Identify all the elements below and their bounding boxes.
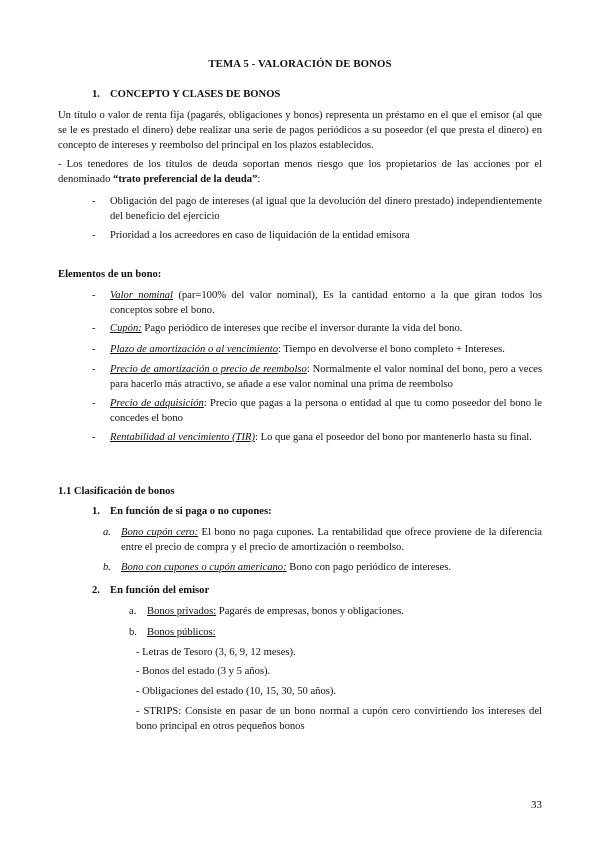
item-letter: b. [129, 627, 137, 638]
item-letter: b. [103, 562, 111, 573]
bond-type-term: Bono cupón cero: [121, 527, 199, 538]
holders-bold: “trato preferencial de la deuda” [113, 174, 258, 185]
element-desc: : Precio que pagas a la persona o entidad al que tu como poseedor del bono le concedes el bono [110, 398, 542, 424]
bond-type-desc: Bono con pago periódico de intereses. [286, 562, 452, 573]
list-dash: - [92, 398, 96, 409]
item-letter: a. [103, 527, 111, 538]
intro-paragraph: Un título o valor de renta fija (pagarés, obligaciones y bonos) representa un préstamo en el que el emisor (al que se le es prestado el dinero) debe realizar una serie de pagos periódicos a su poseedor (el que presta el dinero) en concepto de intereses y reembolso del principal en los plazos establecidos. [58, 110, 542, 151]
bond-type-desc: El bono no paga cupones. La rentabilidad que ofrece proviene de la diferencia entre el precio de compra y el precio de amortización o reembolso. [121, 527, 542, 553]
list-item: Obligación del pago de intereses (al igual que la devolución del dinero prestado) independientemente del beneficio del ejercicio [110, 196, 542, 222]
element-term: Valor nominal [110, 290, 173, 301]
element-item [110, 396, 542, 426]
holders-paragraph [58, 157, 542, 187]
element-item [110, 288, 542, 318]
issuer-term: Bonos privados: [147, 606, 217, 617]
bond-type-term: Bono con cupones o cupón americano: [121, 562, 287, 573]
element-item [110, 321, 542, 336]
list-dash: - [92, 196, 96, 207]
public-bond-item: - Letras de Tesoro (3, 6, 9, 12 meses). [136, 647, 296, 658]
public-bond-item: - Obligaciones del estado (10, 15, 30, 50 años). [136, 686, 337, 697]
element-term: Plazo de amortización o al vencimiento [110, 344, 278, 355]
elements-heading: Elementos de un bono: [58, 269, 162, 280]
element-desc: : Lo que gana el poseedor del bono por mantenerlo hasta su final. [255, 432, 532, 443]
group-2-number: 2. [92, 585, 100, 596]
element-term: Cupón: [110, 323, 142, 334]
item-letter: a. [129, 606, 137, 617]
section-1-1-heading: 1.1 Clasificación de bonos [58, 486, 175, 497]
issuer-item [147, 625, 216, 640]
page-title: TEMA 5 - VALORACIÓN DE BONOS [208, 58, 392, 70]
element-item [110, 430, 542, 445]
element-desc: : Tiempo en devolverse el bono completo + Intereses. [278, 344, 505, 355]
element-term: Precio de adquisición [110, 398, 204, 409]
group-2-heading: En función del emisor [110, 585, 210, 596]
element-desc: : Normalmente el valor nominal del bono, pero a veces para hacerlo más atractivo, se añade a ese valor nominal una prima de reembolso [110, 364, 542, 390]
list-dash: - [92, 344, 96, 355]
list-dash: - [92, 290, 96, 301]
list-item: Prioridad a los acreedores en caso de liquidación de la entidad emisora [110, 230, 410, 241]
element-desc: (par=100% del valor nominal), Es la cantidad entorno a la que giran todos los conceptos sobre el bono. [110, 290, 542, 316]
section-1-heading: CONCEPTO Y CLASES DE BONOS [110, 89, 281, 100]
list-dash: - [92, 432, 96, 443]
issuer-item [147, 604, 542, 619]
element-term: Precio de amortización o precio de reembolso [110, 364, 307, 375]
element-term: Rentabilidad al vencimiento (TIR) [110, 432, 256, 443]
section-1-number: 1. [92, 89, 100, 100]
bond-type-item [121, 560, 542, 575]
holders-tail: : [257, 174, 261, 185]
list-dash: - [92, 230, 96, 241]
page-number: 33 [531, 799, 542, 811]
element-desc: Pago periódico de intereses que recibe el inversor durante la vida del bono. [141, 323, 463, 334]
issuer-term: Bonos públicos: [147, 627, 216, 638]
element-item [110, 342, 542, 357]
element-item [110, 362, 542, 392]
list-dash: - [92, 364, 96, 375]
list-dash: - [92, 323, 96, 334]
holders-text: - Los tenedores de los títulos de deuda soportan menos riesgo que los propietarios de las acciones por el denominado [58, 159, 542, 185]
issuer-desc: Pagarés de empresas, bonos y obligaciones. [216, 606, 404, 617]
bond-type-item [121, 525, 542, 555]
public-bond-item: - Bonos del estado (3 y 5 años). [136, 666, 271, 677]
public-bond-item: - STRIPS: Consiste en pasar de un bono normal a cupón cero convirtiendo los intereses del bono principal en otros pequeños bonos [136, 706, 542, 732]
group-1-number: 1. [92, 506, 100, 517]
group-1-heading: En función de si paga o no cupones: [110, 506, 272, 517]
